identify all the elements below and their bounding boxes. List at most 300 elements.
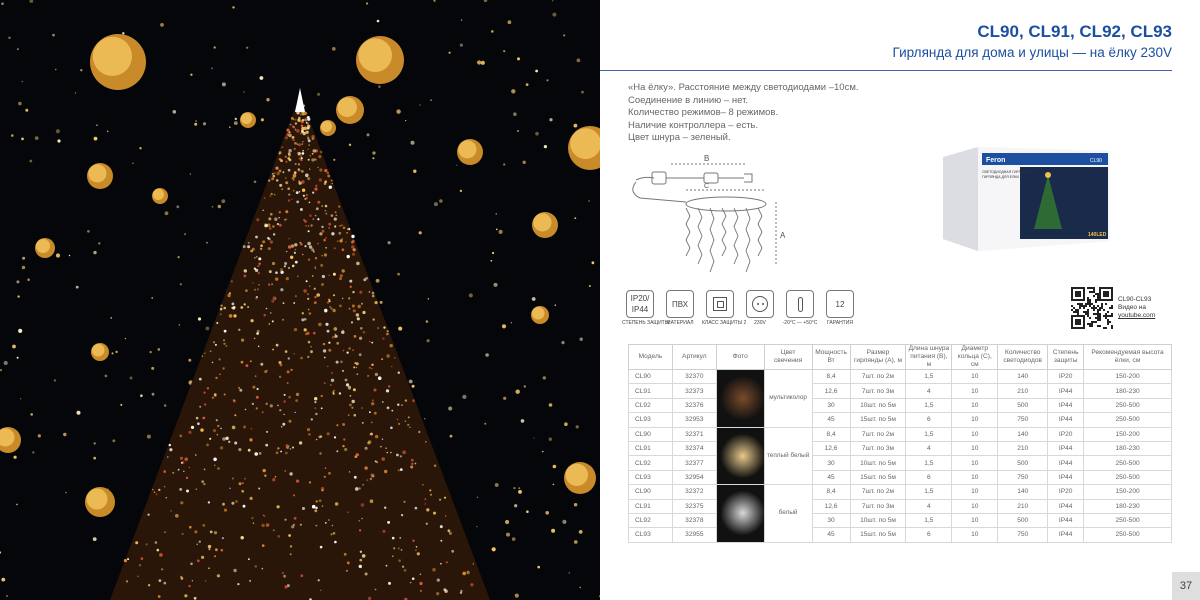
tree-light <box>334 218 337 221</box>
tree-light <box>164 532 165 533</box>
light-dot <box>349 144 351 146</box>
light-dot <box>503 163 505 165</box>
table-header-cell: Мощность Вт <box>812 345 850 370</box>
qr-finder-module <box>1075 295 1077 297</box>
table-cell: 12,6 <box>812 441 850 455</box>
tree-light <box>224 330 227 333</box>
tree-light <box>279 158 282 161</box>
tree-light <box>347 352 349 354</box>
qr-code[interactable] <box>1070 286 1114 330</box>
tree-light <box>334 327 338 331</box>
qr-finder-module <box>1111 291 1113 293</box>
tree-light <box>308 259 310 261</box>
light-dot <box>518 487 520 489</box>
tree-light <box>348 347 350 349</box>
tree-light <box>365 447 368 450</box>
light-dot <box>105 375 108 378</box>
qr-module <box>1083 305 1085 307</box>
tree-light <box>327 432 330 435</box>
light-dot <box>158 348 161 351</box>
tree-light <box>302 507 305 510</box>
tree-light <box>432 568 436 572</box>
tree-light <box>208 501 210 503</box>
tree-light <box>249 438 252 441</box>
tree-light <box>391 366 393 368</box>
tree-light <box>280 271 283 274</box>
tree-light <box>315 507 318 510</box>
light-dot <box>184 233 186 235</box>
tree-light <box>210 350 212 352</box>
tree-light <box>365 573 368 576</box>
tree-light <box>328 519 330 521</box>
table-cell: 32378 <box>672 513 716 527</box>
tree-light <box>289 420 292 423</box>
qr-caption <box>1118 296 1155 320</box>
qr-module <box>1089 301 1091 303</box>
tree-light <box>269 323 271 325</box>
light-dot <box>65 492 67 494</box>
tree-light <box>373 318 375 320</box>
tree-light <box>233 569 236 572</box>
table-cell: 180-230 <box>1084 441 1172 455</box>
tree-light <box>386 565 388 567</box>
tree-light <box>434 465 436 467</box>
qr-finder-module <box>1079 321 1081 323</box>
qr-module <box>1093 321 1095 323</box>
tree-light <box>369 291 371 293</box>
tree-light <box>139 564 141 566</box>
light-dot <box>152 393 155 396</box>
tree-light <box>440 540 442 542</box>
tree-light <box>270 312 272 314</box>
qr-finder-module <box>1077 291 1079 293</box>
qr-finder-module <box>1101 299 1103 301</box>
youtube-link[interactable]: youtube.com <box>1118 312 1156 319</box>
tree-light <box>294 171 297 174</box>
light-dot <box>521 419 525 423</box>
qr-module <box>1085 311 1087 313</box>
light-dot <box>235 118 237 120</box>
qr-finder-module <box>1083 291 1085 293</box>
qr-finder-module <box>1071 317 1073 319</box>
tree-light <box>295 412 296 413</box>
tree-light <box>221 549 224 552</box>
tree-light <box>156 493 158 495</box>
tree-light <box>314 407 316 409</box>
qr-finder-module <box>1083 293 1085 295</box>
tree-light <box>233 399 235 401</box>
table-cell: 32376 <box>672 398 716 412</box>
tree-light <box>186 490 189 493</box>
light-dot <box>94 442 96 444</box>
qr-finder-module <box>1103 293 1105 295</box>
tree-light <box>228 441 230 443</box>
tree-light <box>319 178 322 181</box>
tree-light <box>332 391 334 393</box>
tree-light <box>331 180 333 182</box>
tree-light <box>262 411 264 413</box>
tree-light <box>274 218 277 221</box>
light-dot <box>481 61 485 65</box>
light-dot <box>503 397 506 400</box>
tree-light <box>352 349 354 351</box>
tree-light <box>297 119 300 122</box>
tree-light <box>300 524 302 526</box>
tree-light <box>169 444 171 446</box>
qr-finder-module <box>1099 289 1101 291</box>
tree-light <box>338 205 340 207</box>
table-cell: 7шт. по 3м <box>850 384 906 398</box>
light-dot <box>212 206 214 208</box>
qr-finder-module <box>1073 327 1075 329</box>
light-dot <box>94 137 98 141</box>
tree-light <box>335 502 338 505</box>
tree-light <box>369 341 370 342</box>
qr-module <box>1089 287 1091 289</box>
tree-light <box>344 448 347 451</box>
tree-light <box>154 491 156 493</box>
light-dot <box>523 161 526 164</box>
tree-light <box>290 124 292 126</box>
light-dot <box>380 301 383 304</box>
tree-light <box>215 377 217 379</box>
qr-finder-module <box>1079 299 1081 301</box>
table-cell: 7шт. по 2м <box>850 427 906 441</box>
tree-light <box>342 370 344 372</box>
tree-light <box>189 526 192 529</box>
qr-module <box>1107 321 1109 323</box>
qr-module <box>1095 313 1097 315</box>
tree-light <box>314 509 317 512</box>
tree-light <box>262 240 265 243</box>
light-dot <box>17 48 19 50</box>
qr-finder-module <box>1071 325 1073 327</box>
page-number: 37 <box>1172 572 1200 600</box>
tree-light <box>437 579 440 582</box>
qr-code-label: CL90-CL93 <box>1118 296 1152 303</box>
tree-light <box>390 452 392 454</box>
qr-module <box>1093 305 1095 307</box>
tree-light <box>341 224 343 226</box>
table-cell: 10шт. по 5м <box>850 398 906 412</box>
tree-light <box>288 396 291 399</box>
light-dot <box>485 353 489 357</box>
table-cell: CL92 <box>629 456 673 470</box>
table-cell: 500 <box>998 456 1048 470</box>
tree-light <box>382 337 384 339</box>
tree-light <box>276 179 278 181</box>
tree-light <box>239 482 242 485</box>
tree-light <box>292 136 295 139</box>
qr-finder-module <box>1103 295 1105 297</box>
light-dot <box>188 359 191 362</box>
qr-finder-module <box>1083 295 1085 297</box>
tree-light <box>283 575 286 578</box>
qr-module <box>1085 303 1087 305</box>
tree-light <box>328 223 331 226</box>
tree-light <box>220 446 223 449</box>
tree-light <box>314 301 317 304</box>
tree-light <box>316 293 320 297</box>
light-dot <box>409 380 413 384</box>
tree-light <box>288 357 290 359</box>
tree-light <box>202 417 205 420</box>
table-cell: IP44 <box>1048 456 1084 470</box>
tree-light <box>268 247 271 250</box>
tree-light <box>296 191 299 194</box>
tree-light <box>172 472 174 474</box>
table-cell: 180-230 <box>1084 499 1172 513</box>
tree-light <box>315 159 317 161</box>
ip-rating-icon <box>622 290 670 326</box>
qr-module <box>1095 301 1097 303</box>
label-c: C <box>704 183 710 190</box>
tree-light <box>386 333 389 336</box>
table-row <box>629 441 1172 455</box>
tree-light <box>327 330 330 333</box>
light-dot <box>77 411 81 415</box>
tree-light <box>257 288 259 290</box>
tree-light <box>285 350 288 353</box>
tree-light <box>301 574 304 577</box>
table-cell: 150-200 <box>1084 370 1172 384</box>
light-dot <box>160 23 164 27</box>
tree-light <box>394 357 395 358</box>
tree-light <box>291 199 292 200</box>
table-row <box>629 470 1172 484</box>
tree-light <box>334 335 337 338</box>
light-dot <box>448 407 452 411</box>
qr-finder-module <box>1111 293 1113 295</box>
light-dot <box>122 32 124 34</box>
tree-light <box>346 383 349 386</box>
tree-light <box>400 455 402 457</box>
tree-light <box>349 280 352 283</box>
tree-light <box>205 580 207 582</box>
tree-light <box>299 182 302 185</box>
tree-light <box>285 181 288 184</box>
qr-module <box>1085 305 1087 307</box>
tree-light <box>283 302 285 304</box>
qr-module <box>1091 323 1093 325</box>
tree-light <box>191 426 194 429</box>
tree-light <box>307 428 310 431</box>
table-cell: 1,5 <box>906 513 952 527</box>
tree-light <box>363 331 365 333</box>
table-cell: 7шт. по 2м <box>850 370 906 384</box>
golden-ball-highlight <box>532 307 545 320</box>
light-dot <box>549 438 552 441</box>
table-cell: 8,4 <box>812 427 850 441</box>
tree-light <box>375 301 378 304</box>
light-strand <box>710 208 714 272</box>
tree-light <box>470 583 473 586</box>
tree-light <box>371 402 374 405</box>
table-cell: 1,5 <box>906 456 952 470</box>
tree-light <box>316 525 318 527</box>
table-header-cell: Степень защиты <box>1048 345 1084 370</box>
tree-light <box>314 188 317 191</box>
light-dot <box>29 160 32 163</box>
light-dot <box>492 252 494 254</box>
table-header-cell: Модель <box>629 345 673 370</box>
tree-light <box>282 319 284 321</box>
tree-light <box>300 155 302 157</box>
qr-finder-module <box>1071 297 1073 299</box>
qr-finder-module <box>1071 299 1073 301</box>
tree-light <box>212 362 214 364</box>
light-dot <box>8 37 10 39</box>
tree-light <box>225 437 228 440</box>
light-dot <box>405 120 406 121</box>
tree-light <box>263 515 265 517</box>
light-dot <box>18 102 22 106</box>
product-photo <box>716 427 764 485</box>
tree-light <box>354 476 357 479</box>
qr-module <box>1091 287 1093 289</box>
tree-light <box>301 125 304 128</box>
qr-finder-module <box>1103 291 1105 293</box>
golden-ball-highlight <box>566 464 588 486</box>
tree-light <box>381 358 383 360</box>
qr-module <box>1099 325 1101 327</box>
product-description <box>628 82 859 145</box>
qr-module <box>1103 327 1105 329</box>
qr-module <box>1073 311 1075 313</box>
tree-light <box>314 397 317 400</box>
tree-light <box>166 497 168 499</box>
table-cell: 500 <box>998 398 1048 412</box>
light-dot <box>98 242 100 244</box>
tree-light <box>410 582 412 584</box>
qr-module <box>1095 317 1097 319</box>
tree-light <box>302 312 304 314</box>
table-cell: CL93 <box>629 413 673 427</box>
tree-light <box>361 303 363 305</box>
tree-light <box>277 447 279 449</box>
qr-finder-module <box>1111 295 1113 297</box>
tree-light <box>257 265 259 267</box>
qr-module <box>1077 309 1079 311</box>
tree-light <box>222 503 225 506</box>
tree-light <box>304 328 307 331</box>
light-dot <box>503 50 505 52</box>
qr-module <box>1085 313 1087 315</box>
light-dot <box>195 120 196 121</box>
light-dot <box>221 199 225 203</box>
light-dot <box>579 530 583 534</box>
light-dot <box>377 20 380 23</box>
tree-light <box>360 327 363 330</box>
tree-light <box>243 505 246 508</box>
light-dot <box>564 422 568 426</box>
light-dot <box>456 165 457 166</box>
tree-light <box>336 424 338 426</box>
tree-light <box>342 423 345 426</box>
light-dot <box>130 377 133 380</box>
qr-finder-module <box>1105 287 1107 289</box>
tree-light <box>360 551 362 553</box>
light-dot <box>147 435 151 439</box>
light-dot <box>562 520 566 524</box>
tree-light <box>347 255 350 258</box>
tree-light <box>256 407 258 409</box>
light-dot <box>260 76 264 80</box>
tree-light <box>333 273 336 276</box>
qr-module <box>1097 305 1099 307</box>
tree-light <box>248 449 251 452</box>
tree-light <box>408 416 410 418</box>
tree-light <box>261 524 264 527</box>
tree-light <box>420 574 422 576</box>
light-dot <box>494 283 498 287</box>
qr-module <box>1097 293 1099 295</box>
qr-module <box>1091 291 1093 293</box>
light-dot <box>553 484 555 486</box>
box-code: CL90 <box>1090 158 1102 164</box>
qr-module <box>1105 317 1107 319</box>
qr-module <box>1097 315 1099 317</box>
material-symbol: ПВХ <box>666 290 694 318</box>
tree-light <box>183 471 185 473</box>
tree-light <box>350 395 352 397</box>
light-dot <box>515 594 519 598</box>
qr-finder-module <box>1083 289 1085 291</box>
tree-light <box>417 552 420 555</box>
plug-shape <box>652 172 666 184</box>
table-cell: 4 <box>906 499 952 513</box>
tree-light <box>178 469 180 471</box>
tree-light <box>208 567 210 569</box>
table-cell: 250-500 <box>1084 513 1172 527</box>
tree-light <box>204 403 206 405</box>
tree-light <box>324 382 326 384</box>
tree-light <box>276 167 279 170</box>
table-cell: 4 <box>906 441 952 455</box>
tree-light <box>289 472 292 475</box>
light-dot <box>477 497 478 498</box>
light-dot <box>25 109 28 112</box>
table-header-cell: Длина шнура питания (В), м <box>906 345 952 370</box>
tree-light <box>286 218 287 219</box>
tree-light <box>415 507 418 510</box>
light-dot <box>427 339 430 342</box>
table-cell: 1,5 <box>906 485 952 499</box>
light-dot <box>496 213 497 214</box>
tree-light <box>302 119 304 121</box>
tree-light <box>303 289 307 293</box>
tree-light <box>192 580 193 581</box>
tree-light <box>316 207 319 210</box>
tree-light <box>443 588 446 591</box>
light-dot <box>222 82 226 86</box>
qr-finder-module <box>1107 299 1109 301</box>
tree-light <box>269 270 272 273</box>
table-cell: 1,5 <box>906 398 952 412</box>
tree-light <box>329 186 332 189</box>
qr-video-label: Видео на <box>1118 304 1146 311</box>
tree-light <box>375 589 377 591</box>
ip-rating-caption: СТЕПЕНЬ ЗАЩИТЫ <box>622 320 670 326</box>
tree-light <box>254 338 256 340</box>
material-icon <box>662 290 698 326</box>
tree-light <box>339 225 341 227</box>
tree-light <box>419 582 422 585</box>
tree-light <box>137 576 139 578</box>
light-dot <box>198 317 201 320</box>
qr-finder-module <box>1107 295 1109 297</box>
tree-light <box>344 553 347 556</box>
